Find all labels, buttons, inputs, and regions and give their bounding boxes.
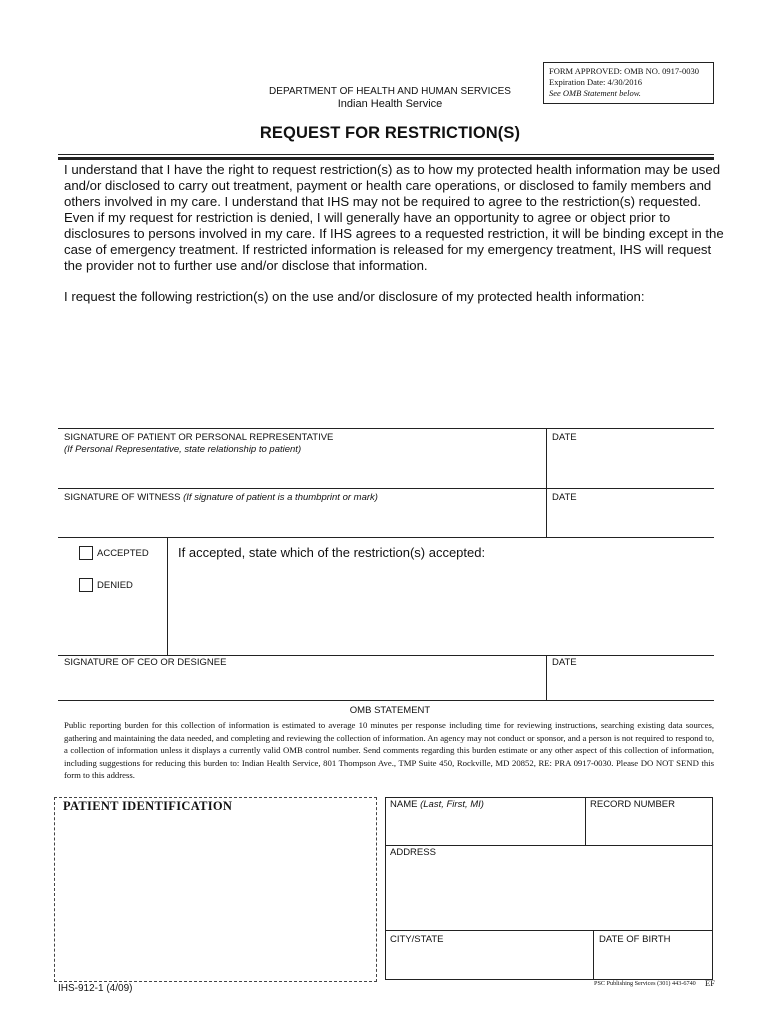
witness-date-label: DATE: [552, 492, 577, 503]
patient-signature-note: (If Personal Representative, state relationship to patient): [64, 444, 302, 455]
pid-row-rule-1: [385, 845, 713, 846]
pid-name-record-divider: [585, 797, 586, 845]
accepted-label: ACCEPTED: [97, 548, 149, 559]
form-number: IHS-912-1 (4/09): [58, 983, 133, 994]
accepted-restrictions-field[interactable]: [175, 566, 710, 652]
patient-signature-field[interactable]: [60, 458, 544, 486]
ceo-date-divider: [546, 655, 547, 700]
patient-date-label: DATE: [552, 432, 577, 443]
witness-signature-field[interactable]: [60, 506, 544, 534]
witness-label-text: SIGNATURE OF WITNESS: [64, 492, 181, 503]
expiration-date: Expiration Date: 4/30/2016: [549, 77, 643, 87]
city-state-label: CITY/STATE: [390, 934, 444, 945]
address-label: ADDRESS: [390, 847, 436, 858]
decision-top-rule: [58, 537, 714, 538]
denied-checkbox[interactable]: [79, 578, 93, 592]
city-state-field[interactable]: [388, 948, 591, 977]
patient-identification-title: PATIENT IDENTIFICATION: [63, 799, 233, 813]
request-restrictions-prompt: I request the following restriction(s) on the use and/or disclosure of my protected health information:: [64, 289, 645, 304]
pid-city-dob-divider: [593, 930, 594, 979]
patient-signature-label: SIGNATURE OF PATIENT OR PERSONAL REPRESENTATIVE: [64, 432, 334, 443]
accepted-checkbox[interactable]: [79, 546, 93, 560]
witness-date-field[interactable]: [549, 506, 711, 534]
form-title: REQUEST FOR RESTRICTION(S): [259, 124, 521, 142]
omb-statement-heading: OMB STATEMENT: [349, 705, 431, 716]
decision-divider: [167, 537, 168, 655]
witness-note: (If signature of patient is a thumbprint or mark): [183, 492, 378, 503]
restrictions-entry-area[interactable]: [64, 310, 714, 425]
denied-label: DENIED: [97, 580, 133, 591]
name-label-text: NAME: [390, 799, 418, 810]
record-number-label: RECORD NUMBER: [590, 799, 675, 810]
witness-top-rule: [58, 488, 714, 489]
pid-table-left: [385, 797, 386, 980]
ceo-bottom-rule: [58, 700, 714, 701]
agency-name: Indian Health Service: [337, 98, 443, 110]
pid-table-top: [385, 797, 713, 798]
intro-paragraph: I understand that I have the right to request restriction(s) as to how my protected health information may be used and/or disclosed to carry out treatment, payment or health care operations, or disclosed to family members and others involved in my care. I understand that IHS may not be required to agree to the restriction(s) requested. Even if my request for restriction is denied, I will generally have an opportunity to agree or object prior to disclosures to persons involved in my care. If IHS agrees to a requested restriction, it will be binding except in the case of emergency treatment. If restricted information is released for my emergency treatment, IHS will request the provider not to further use and/or disclose that information.: [64, 162, 724, 273]
date-of-birth-label: DATE OF BIRTH: [599, 934, 671, 945]
ceo-signature-label: SIGNATURE OF CEO OR DESIGNEE: [64, 657, 227, 668]
patient-signature-top-rule: [58, 428, 714, 429]
omb-note: See OMB Statement below.: [549, 88, 641, 98]
patient-date-field[interactable]: [549, 446, 711, 486]
date-of-birth-field[interactable]: [596, 948, 710, 977]
name-label: [390, 799, 484, 811]
ef-mark: EF: [705, 978, 715, 988]
witness-date-divider: [546, 488, 547, 537]
ceo-date-field[interactable]: [549, 671, 711, 697]
accepted-restrictions-prompt: If accepted, state which of the restriction(s) accepted:: [178, 545, 486, 560]
record-number-field[interactable]: [588, 813, 710, 843]
ceo-signature-field[interactable]: [60, 671, 544, 697]
ceo-date-label: DATE: [552, 657, 577, 668]
title-rule-thick: [58, 157, 714, 160]
publisher-line: PSC Publishing Services (301) 443-6740: [594, 980, 696, 987]
patient-identification-box[interactable]: [54, 797, 377, 982]
name-field[interactable]: [388, 813, 583, 843]
address-field[interactable]: [388, 861, 710, 927]
ceo-top-rule: [58, 655, 714, 656]
omb-approval-number: FORM APPROVED: OMB NO. 0917-0030: [549, 66, 699, 76]
pid-row-rule-2: [385, 930, 713, 931]
name-label-note: (Last, First, MI): [420, 799, 484, 810]
department-name: DEPARTMENT OF HEALTH AND HUMAN SERVICES: [269, 86, 511, 97]
omb-statement-text: Public reporting burden for this collection of information is estimated to average 10 minutes per response including time for reviewing instructions, searching existing data sources, gathering and maintaining the data needed, and completing and reviewing the collection of information. An agency may not conduct or sponsor, and a person is not required to respond to, a collection of information unless it displays a currently valid OMB control number. Send comments regarding this burden estimate or any other aspect of this collection of information, including suggestions for reducing this burden to: Indian Health Service, 801 Thompson Ave., TMP Suite 450, Rockville, MD 20852, RE: PRA 0917-0030. Please DO NOT SEND this form to this address.: [64, 720, 714, 780]
omb-approval-box: [543, 62, 714, 104]
witness-signature-label: [64, 492, 378, 504]
title-rule-thin: [58, 154, 714, 155]
patient-date-divider: [546, 428, 547, 488]
pid-table-right: [712, 797, 713, 980]
